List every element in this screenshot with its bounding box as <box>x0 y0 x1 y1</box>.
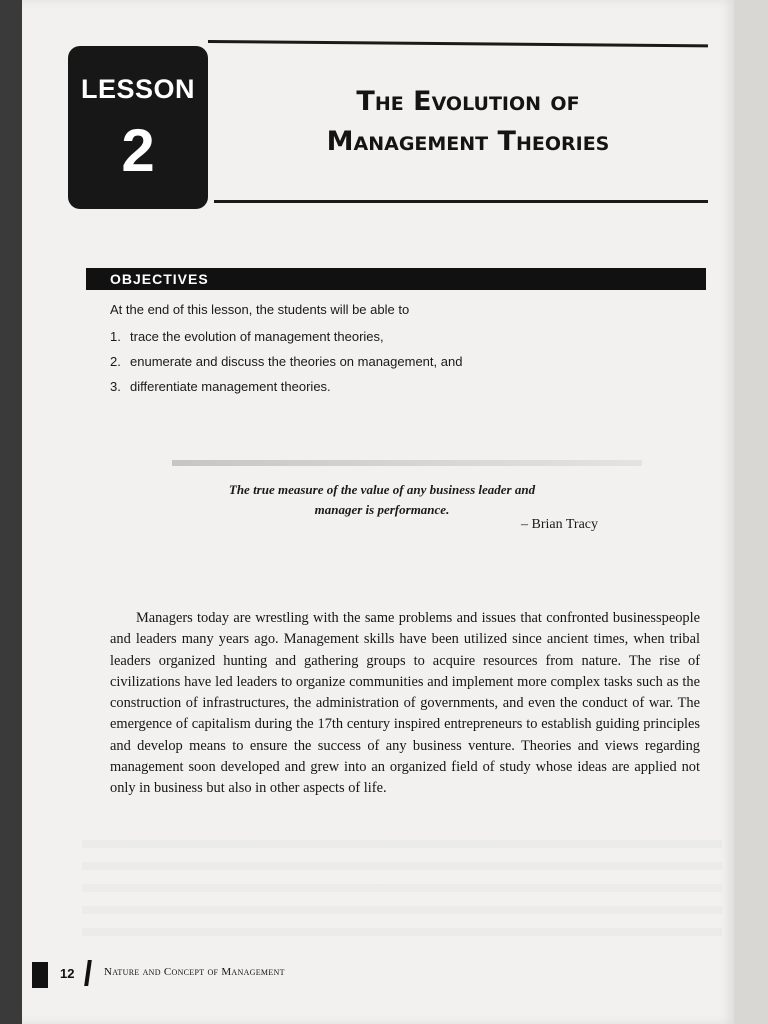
quote-line-1: The true measure of the value of any business leader and <box>228 482 536 497</box>
objective-text: differentiate management theories. <box>130 379 331 394</box>
lesson-title-line-2: Management Theories <box>326 126 610 157</box>
title-bottom-rule <box>214 200 708 203</box>
objective-number: 1. <box>110 329 121 344</box>
footer-marker <box>32 962 48 988</box>
objective-text: enumerate and discuss the theories on management, and <box>130 354 463 369</box>
page-number: 12 <box>60 966 75 981</box>
objectives-heading: OBJECTIVES <box>86 268 706 290</box>
body-paragraph: Managers today are wrestling with the same problems and issues that confronted businesspeople and leaders many years ago. Management skills have been utilized since ancient times, when tribal leaders organized hunting and gathering groups to acquire resources from nature. The rise of civilizations have led leaders to organize communities and implement more complex tasks such as the construction of infrastructures, the administration of governments, and even the conduct of war. The emergence of capitalism during the 17th century inspired entrepreneurs to establish guiding principles and develop means to ensure the success of any business venture. Theories and views regarding management soon developed and grew into an organized field of study whose ideas are applied not only in business but also in other aspects of life. <box>110 610 700 797</box>
title-top-rule <box>208 40 708 47</box>
objectives-intro: At the end of this lesson, the students will be able to <box>110 302 410 317</box>
quote-divider <box>172 460 642 466</box>
objectives-list <box>110 300 462 399</box>
objective-item <box>110 324 462 349</box>
lesson-badge <box>68 46 208 209</box>
footer-separator <box>84 960 92 986</box>
lesson-number: 2 <box>121 117 155 184</box>
lesson-title <box>248 82 688 162</box>
document-page <box>22 0 734 1024</box>
quote-author: – Brian Tracy <box>521 517 598 532</box>
epigraph-quote <box>182 480 582 520</box>
quote-line-2: manager is performance. <box>314 502 450 517</box>
objective-number: 3. <box>110 379 121 394</box>
objective-item <box>110 374 462 399</box>
bleed-through-shadow <box>82 840 722 950</box>
lesson-label: LESSON <box>80 74 196 104</box>
lesson-title-line-1: The Evolution of <box>356 86 580 117</box>
running-title: Nature and Concept of Management <box>104 966 285 978</box>
adjacent-page-edge <box>734 0 768 1024</box>
objective-number: 2. <box>110 354 121 369</box>
objective-item <box>110 349 462 374</box>
objective-text: trace the evolution of management theories, <box>130 329 384 344</box>
